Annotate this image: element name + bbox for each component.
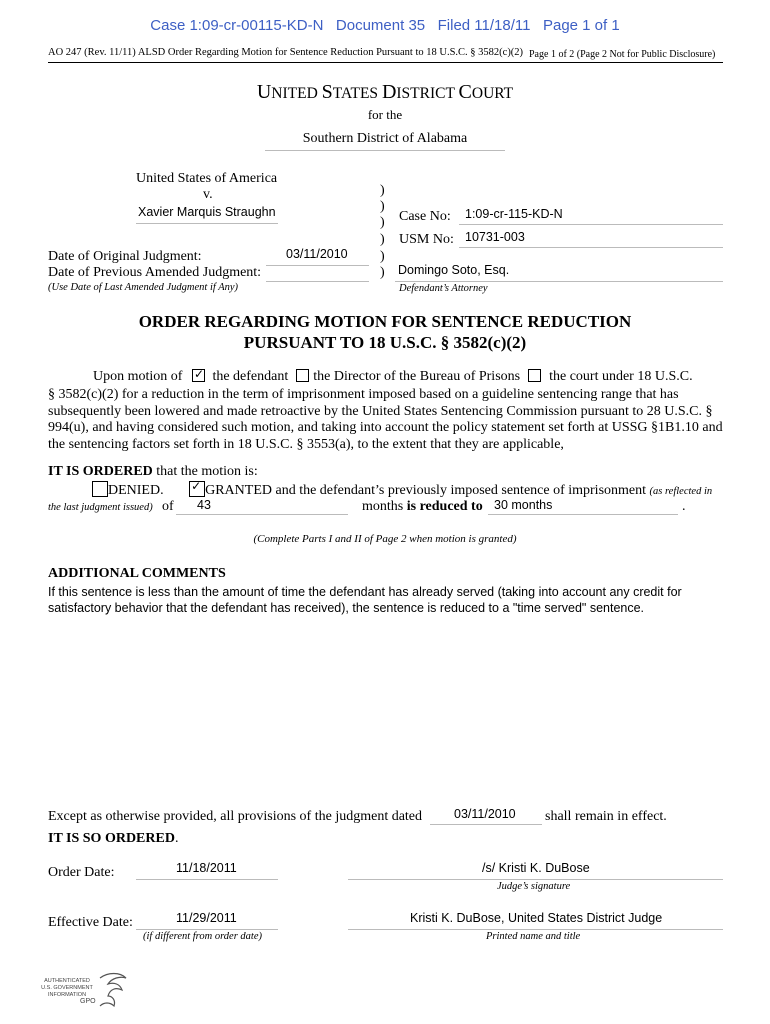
effective-date: 11/29/2011 bbox=[176, 911, 237, 925]
sentence-period: . bbox=[682, 499, 686, 514]
order-date-underline bbox=[136, 879, 278, 880]
district-name: Southern District of Alabama bbox=[302, 131, 468, 146]
case-no-label: Case No: bbox=[399, 209, 451, 224]
of-text: of bbox=[162, 499, 174, 514]
printed-name-underline bbox=[348, 929, 723, 930]
form-header-left: AO 247 (Rev. 11/11) ALSD Order Regarding Motion for Sentence Reduction Pursuant to 18 U.S.C. § 3582(c)(2) bbox=[48, 47, 524, 58]
caption-paren: ) bbox=[380, 232, 385, 247]
usm-number: 10731-003 bbox=[465, 230, 525, 244]
usm-number-underline bbox=[459, 247, 723, 248]
caption-paren: ) bbox=[380, 265, 385, 280]
judgment-date-underline bbox=[430, 824, 542, 825]
printed-name-label: Printed name and title bbox=[486, 931, 581, 942]
denied-label: DENIED. bbox=[108, 483, 164, 498]
order-date: 11/18/2011 bbox=[176, 861, 237, 875]
defendant-attorney-name: Domingo Soto, Esq. bbox=[398, 263, 510, 277]
defendant-option-label: the defendant bbox=[212, 369, 289, 384]
caption-paren: ) bbox=[380, 199, 385, 214]
judge-signature: /s/ Kristi K. DuBose bbox=[482, 861, 590, 875]
prior-sentence-underline bbox=[176, 514, 348, 515]
judge-signature-underline bbox=[348, 879, 723, 880]
usm-no-label: USM No: bbox=[399, 232, 454, 247]
amended-judgment-note: (Use Date of Last Amended Judgment if Any) bbox=[48, 282, 239, 293]
motion-body: § 3582(c)(2) for a reduction in the term of imprisonment imposed based on a guideline sentencing range that has subsequently been lowered and made retroactive by the United States Sentencing Commission pursuant to 28 U.S.C. § 994(u), and having considered such motion, and taking into account the policy statement set forth at USSG §1B1.10 and the sentencing factors set forth in 18 U.S.C. § 3553(a), to the extent that they are applicable, bbox=[48, 387, 723, 452]
months-text: months bbox=[362, 499, 404, 514]
caption-paren: ) bbox=[380, 183, 385, 198]
reflected-note: (as reflected in bbox=[649, 486, 713, 497]
judge-signature-label: Judge’s signature bbox=[497, 881, 571, 892]
order-title-line1: ORDER REGARDING MOTION FOR SENTENCE REDUCTION bbox=[138, 312, 632, 331]
amended-judgment-underline bbox=[266, 281, 369, 282]
caption-paren: ) bbox=[380, 215, 385, 230]
ordered-line bbox=[48, 464, 258, 480]
except-text: Except as otherwise provided, all provisions of the judgment dated bbox=[48, 809, 423, 824]
new-sentence: 30 months bbox=[494, 498, 553, 512]
attorney-underline bbox=[395, 281, 723, 282]
effective-date-underline bbox=[136, 929, 278, 930]
court-checkbox[interactable] bbox=[528, 369, 541, 382]
defendant-attorney-label: Defendant’s Attorney bbox=[399, 283, 488, 294]
prior-sentence-months: 43 bbox=[197, 498, 211, 512]
upon-motion-text: Upon motion of bbox=[93, 369, 183, 384]
so-ordered-line: IT IS SO ORDERED. bbox=[48, 831, 179, 846]
comments-heading: ADDITIONAL COMMENTS bbox=[48, 566, 226, 581]
bop-option-label: the Director of the Bureau of Prisons bbox=[313, 369, 521, 384]
case-number-underline bbox=[459, 224, 723, 225]
complete-parts-note: (Complete Parts I and II of Page 2 when motion is granted) bbox=[253, 533, 517, 545]
plaintiff-name: United States of America bbox=[136, 171, 278, 186]
effective-date-label: Effective Date: bbox=[48, 915, 133, 930]
gpo-seal: AUTHENTICATED U.S. GOVERNMENT INFORMATION GPO bbox=[36, 970, 136, 1012]
court-title: UNITED STATES DISTRICT COURT bbox=[256, 81, 514, 103]
ordered-lead: IT IS ORDERED bbox=[48, 464, 153, 479]
granted-checkbox[interactable] bbox=[189, 481, 205, 497]
remain-text: shall remain in effect. bbox=[545, 809, 667, 824]
motion-options-line bbox=[93, 369, 693, 385]
defendant-checkbox[interactable] bbox=[192, 369, 205, 382]
granted-label: GRANTED and the defendant’s previously imposed sentence of imprisonment bbox=[205, 483, 647, 498]
order-date-label: Order Date: bbox=[48, 865, 115, 880]
caption-paren: ) bbox=[380, 249, 385, 264]
for-the-text: for the bbox=[367, 107, 403, 122]
eagle-icon bbox=[96, 970, 130, 1010]
original-judgment-date: 03/11/2010 bbox=[286, 247, 348, 261]
original-judgment-label: Date of Original Judgment: bbox=[48, 249, 202, 264]
defendant-underline bbox=[136, 223, 278, 224]
effective-date-note: (if different from order date) bbox=[143, 931, 262, 942]
printed-name: Kristi K. DuBose, United States District Judge bbox=[410, 911, 663, 925]
reduced-to-text: is reduced to bbox=[406, 499, 483, 514]
order-title-line2: PURSUANT TO 18 U.S.C. § 3582(c)(2) bbox=[243, 333, 527, 352]
versus-text: v. bbox=[203, 187, 213, 202]
judgment-date: 03/11/2010 bbox=[454, 807, 516, 821]
original-judgment-underline bbox=[266, 265, 369, 266]
bop-checkbox[interactable] bbox=[296, 369, 309, 382]
district-underline bbox=[265, 150, 505, 151]
case-number: 1:09-cr-115-KD-N bbox=[465, 207, 563, 221]
court-stamp: Case 1:09-cr-00115-KD-N Document 35 Filed 11/18/11 Page 1 of 1 bbox=[150, 17, 620, 34]
reduced-line bbox=[362, 499, 483, 515]
form-header-right: Page 1 of 2 (Page 2 Not for Public Disclosure) bbox=[529, 49, 716, 60]
so-ordered-text: IT IS SO ORDERED bbox=[48, 831, 175, 846]
defendant-name: Xavier Marquis Straughn bbox=[138, 205, 276, 219]
comments-text: If this sentence is less than the amount of time the defendant has already served (taking into account any credit for satisfactory behavior that the defendant has received), the sentence is reduced to a "time served" sentence. bbox=[48, 585, 682, 615]
header-rule bbox=[48, 62, 723, 63]
new-sentence-underline bbox=[488, 514, 678, 515]
court-option-label: the court under 18 U.S.C. bbox=[549, 369, 693, 384]
ordered-lead-rest: that the motion is: bbox=[152, 464, 258, 479]
amended-judgment-label: Date of Previous Amended Judgment: bbox=[48, 265, 262, 280]
disposition-line bbox=[92, 481, 712, 499]
last-judgment-note: the last judgment issued) bbox=[48, 502, 153, 513]
denied-checkbox[interactable] bbox=[92, 481, 108, 497]
